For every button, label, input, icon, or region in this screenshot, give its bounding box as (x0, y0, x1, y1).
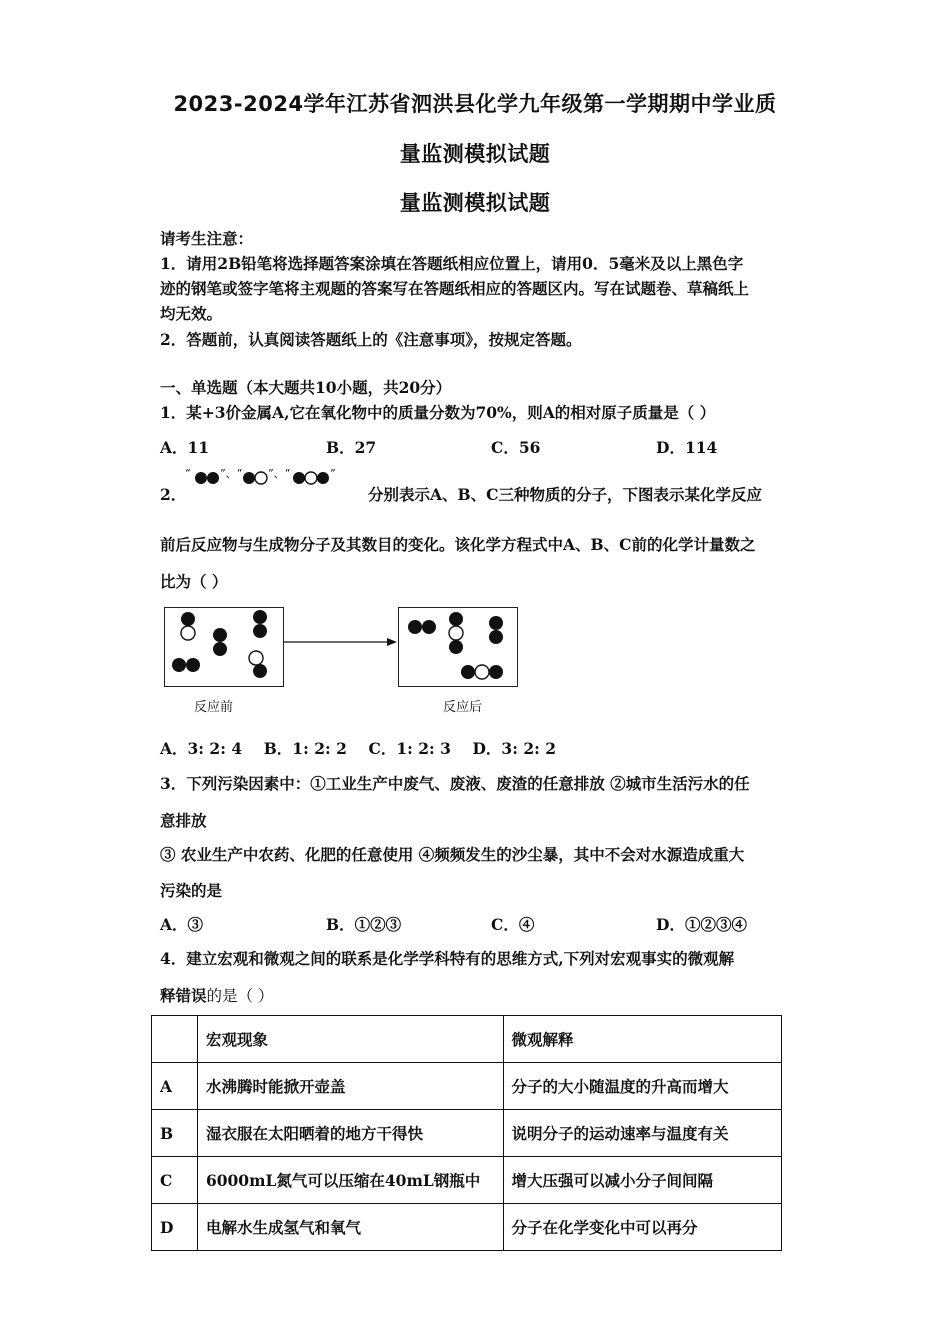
q1-option-b: B．27 (326, 438, 377, 457)
q2-options: A．3: 2: 4 B．1: 2: 2 C．1: 2: 3 D．3: 2: 2 (160, 739, 557, 758)
notice-item2: 2．答题前，认真阅读答题纸上的《注意事项》，按规定答题。 (160, 330, 582, 349)
svg-text:”、“: ”、“ (220, 467, 243, 480)
table-cell: C (152, 1157, 198, 1204)
molecule-legend-icon (185, 466, 367, 490)
q2-stem-line3: 比为（ ） (160, 572, 228, 591)
table-header-cell (152, 1016, 198, 1063)
q3-line1: 3．下列污染因素中：①工业生产中废气、废液、废渣的任意排放 ②城市生活污水的任 (160, 774, 750, 793)
reaction-after-molecules (398, 607, 519, 688)
q3-option-b: B．①②③ (326, 915, 402, 934)
reaction-before-molecules (164, 607, 285, 688)
q3-option-d: D．①②③④ (656, 915, 747, 934)
table-header-cell: 宏观现象 (197, 1016, 503, 1063)
page-title-line2: 量监测模拟试题 (399, 142, 551, 166)
q4-line2-rest: 的是（ ） (206, 987, 274, 1005)
table-cell: 说明分子的运动速率与温度有关 (503, 1110, 782, 1157)
notice-heading: 请考生注意： (160, 229, 254, 248)
q3-option-a: A．③ (160, 915, 204, 934)
notice-item1-line1: 1．请用2B铅笔将选择题答案涂填在答题纸相应位置上，请用0．5毫米及以上黑色字 (160, 254, 744, 273)
q4-emphasis: 释错误 (160, 986, 207, 1005)
table-cell: 增大压强可以减小分子间间隔 (503, 1157, 782, 1204)
table-row (152, 1204, 782, 1251)
table-cell: B (152, 1110, 198, 1157)
table-cell: 分子在化学变化中可以再分 (503, 1204, 782, 1251)
table-row (152, 1063, 782, 1110)
q4-line1: 4．建立宏观和微观之间的联系是化学学科特有的思维方式,下列对宏观事实的微观解 (160, 949, 735, 968)
table-row (152, 1110, 782, 1157)
q1-stem: 1．某+3价金属A,它在氧化物中的质量分数为70%，则A的相对原子质量是（ ） (160, 403, 716, 422)
q2-stem-line1: 分别表示A、B、C三种物质的分子，下图表示某化学反应 (368, 485, 762, 504)
q3-line4: 污染的是 (160, 881, 223, 900)
caption-after: 反应后 (443, 700, 483, 715)
q2-stem-line2: 前后反应物与生成物分子及其数目的变化。该化学方程式中A、B、C前的化学计量数之 (160, 535, 756, 554)
svg-text:”: ” (330, 467, 336, 480)
table-cell: 水沸腾时能掀开壶盖 (197, 1063, 503, 1110)
table-header-cell: 微观解释 (503, 1016, 782, 1063)
q3-line2: 意排放 (160, 811, 207, 830)
q2-number: 2． (160, 485, 187, 504)
table-cell: 电解水生成氢气和氧气 (197, 1204, 503, 1251)
svg-text:“: “ (185, 467, 191, 480)
q3-option-c: C．④ (491, 915, 535, 934)
page-title-line1: 2023-2024学年江苏省泗洪县化学九年级第一学期期中学业质 (173, 92, 777, 116)
table-cell: 湿衣服在太阳晒着的地方干得快 (197, 1110, 503, 1157)
notice-item1-line3: 均无效。 (160, 304, 223, 323)
table-cell: 6000mL氮气可以压缩在40mL钢瓶中 (197, 1157, 503, 1204)
q1-option-d: D．114 (656, 438, 718, 457)
notice-item1-line2: 迹的钢笔或签字笔将主观题的答案写在答题纸相应的答题区内。写在试题卷、草稿纸上 (160, 279, 750, 298)
q1-option-a: A．11 (160, 438, 210, 457)
svg-text:”、“: ”、“ (268, 467, 291, 480)
table-header-row (152, 1016, 782, 1063)
table-cell: D (152, 1204, 198, 1251)
q4-table (151, 1015, 782, 1251)
page-title-line3: 量监测模拟试题 (399, 191, 551, 215)
q3-line3: ③ 农业生产中农药、化肥的任意使用 ④频频发生的沙尘暴，其中不会对水源造成重大 (160, 845, 745, 864)
reaction-arrow-icon (283, 636, 399, 648)
q4-line2 (160, 984, 273, 1006)
section-heading: 一、单选题（本大题共10小题，共20分） (160, 378, 452, 397)
caption-before: 反应前 (194, 700, 234, 715)
table-cell: 分子的大小随温度的升高而增大 (503, 1063, 782, 1110)
table-row (152, 1157, 782, 1204)
table-cell: A (152, 1063, 198, 1110)
q1-option-c: C．56 (491, 438, 541, 457)
